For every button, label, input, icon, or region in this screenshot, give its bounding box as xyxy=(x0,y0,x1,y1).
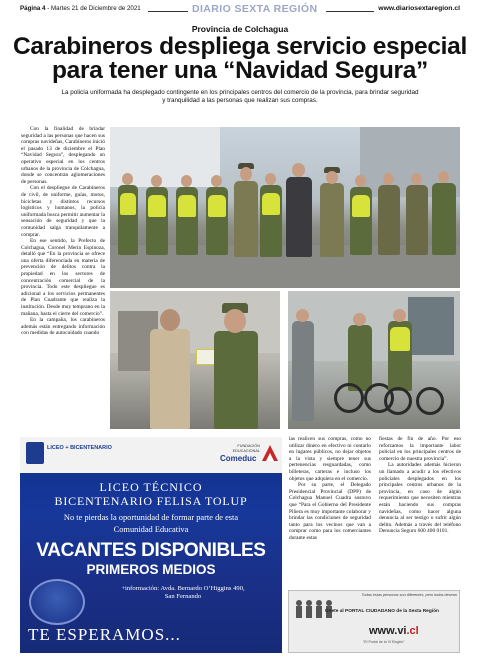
ad-vacancies: VACANTES DISPONIBLES xyxy=(36,540,266,561)
header-rule-left xyxy=(148,11,188,12)
page-header xyxy=(20,4,460,18)
paragraph: En la campaña, los carabineros además están entregando información con medidas de autocuidado cuando xyxy=(21,317,105,337)
man-in-coat xyxy=(150,329,190,429)
fundacion-label: FUNDACIÓN EDUCACIONAL xyxy=(232,444,260,453)
bystander xyxy=(292,321,314,421)
headline-line-2: para tener una “Navidad Segura” xyxy=(51,57,428,84)
safety-vest xyxy=(208,195,226,217)
officer-head xyxy=(355,175,366,187)
ad-grade: PRIMEROS MEDIOS xyxy=(86,562,216,577)
civilian-official xyxy=(286,177,312,257)
safety-vest xyxy=(120,193,136,215)
issue-date: Martes 21 de Diciembre de 2021 xyxy=(50,5,141,12)
man-head xyxy=(160,309,180,331)
portal-logo xyxy=(369,625,419,637)
ad-school-type: LICEO TÉCNICO xyxy=(99,480,203,494)
comeduc-logo-text: Comeduc xyxy=(220,454,257,463)
ad-community: Comunidad Educativa xyxy=(113,525,189,534)
page-info: Página 4 - Martes 21 de Diciembre de 2021 xyxy=(20,5,141,12)
bystander-head xyxy=(296,309,309,322)
headline xyxy=(10,35,470,83)
officer xyxy=(432,183,456,255)
article-column-1 xyxy=(21,126,105,337)
portal-banner[interactable] xyxy=(288,590,460,653)
portal-logo-suffix: .cl xyxy=(406,625,419,637)
officer-head xyxy=(151,175,162,187)
safety-vest xyxy=(262,193,280,215)
ad-address: +información: Avda. Bernardo O’Higgins 490, xyxy=(121,585,245,592)
page-number: Página 4 xyxy=(20,5,46,12)
brochure xyxy=(196,349,216,365)
ad-contact-info xyxy=(90,585,276,600)
officer-head xyxy=(326,171,338,184)
school-advertisement[interactable] xyxy=(20,437,282,653)
article-column-3 xyxy=(379,436,461,535)
shop-window xyxy=(408,297,454,355)
officer xyxy=(214,331,258,429)
ad-city: San Fernando xyxy=(164,592,202,600)
students-photo xyxy=(29,579,85,625)
newspaper-url[interactable]: www.diariosextaregion.cl xyxy=(378,5,460,12)
bicycle-wheel xyxy=(384,387,412,415)
ad-logo-bar xyxy=(20,437,282,473)
officer-head xyxy=(122,173,133,185)
officer-head xyxy=(240,167,252,181)
headline-line-1: Carabineros despliega servicio especial xyxy=(12,33,468,60)
brochure-photo xyxy=(110,291,280,429)
ad-closing: TE ESPERAMOS... xyxy=(28,625,181,644)
newspaper-brand: DIARIO SEXTA REGIÓN xyxy=(192,3,318,15)
comeduc-mark-icon xyxy=(262,443,278,461)
paragraph: fiestas de fin de año. Por eso reforzamos la importante labor policial en los principales centros de comercio de nuestra provincia”. xyxy=(379,436,461,462)
bike-officer-head xyxy=(353,313,366,326)
officer-head xyxy=(224,309,246,333)
paragraph: Con el despliegue de Carabineros de civil, de uniforme, guías, motos, bicicletas y distintos recursos logísticos y humanos, la policía uniformada busca permitir aumentar la sensación de seguridad y que la comunidad salga tranquilamente a comprar. xyxy=(21,185,105,238)
officer-head xyxy=(265,173,276,185)
officer xyxy=(320,183,344,257)
lede-line-2: y tranquilidad a las personas que realizan sus compras. xyxy=(162,97,318,105)
lede xyxy=(60,89,420,105)
officer xyxy=(234,181,258,257)
bike-officer xyxy=(348,325,372,391)
bicycle-patrol-photo xyxy=(288,291,460,429)
safety-vest xyxy=(148,195,166,217)
bike-officer-head xyxy=(393,309,406,322)
banner-tagline: Todas estas personas son diferentes, pero todas desean xyxy=(361,593,457,597)
portal-slogan: "El Portal de la VI Región" xyxy=(363,640,405,644)
officer-head xyxy=(383,173,394,185)
paragraph: La autoridades además hicieron un llamado a acudir a los efectivos policiales desplegados en los principales centros urbanos de la provincia, en caso de algún requerimiento que necesiten mientras están haciendo sus compras navideñas, como hacer alguna denuncia al ser testigo o sufrir algún delito. Además a través del teléfono Denuncia Seguro 600 400 0101. xyxy=(379,462,461,535)
paragraph: Con la finalidad de brindar seguridad a las personas que hacen sus compras navideñas, Carabineros inició el pasado 13 de diciembre el Plan “Navidad Segura”, desplegando un operativo especial en los centros urbanos de la provincia de Colchagua, donde se concentran aglomeraciones de personas. xyxy=(21,126,105,185)
officer-head xyxy=(181,175,192,187)
liceo-crest-icon xyxy=(26,442,44,464)
banner-cta: Únete al PORTAL CIUDADANO de la Sexta Región xyxy=(325,609,439,614)
article-column-2 xyxy=(289,436,371,542)
lede-line-1: La policía uniformada ha desplegado contingente en los principales centros del comercio de la provincia, para brindar seguridad xyxy=(61,89,419,96)
officer xyxy=(406,185,428,255)
safety-vest xyxy=(390,327,410,351)
officer-head xyxy=(438,171,449,183)
header-rule-right xyxy=(326,11,374,12)
section-label: Provincia de Colchagua xyxy=(191,24,289,34)
officer xyxy=(378,185,400,255)
paragraph: las realicen sus compras, como no utilizar dinero en efectivo ni contarlo en lugares públicos, no dejar objetos a la vista y siempre tener sus pertenencias resguardadas, como billeteras, carteras e incluso los objetos que adquiera en el comercio. xyxy=(289,436,371,482)
bicycle-wheel xyxy=(334,383,364,413)
officer-head xyxy=(211,175,222,187)
paragraph: Por su parte, el Delegado Presidencial Provincial (DPP) de Colchagua Manuel Cuadra sostuvo que “Para el Gobierno del Presidente Piñera es muy importante colaborar y brindar las condiciones de seguridad tanto para los vecinos que van a comprar como para los comerciantes durante estas xyxy=(289,482,371,541)
ad-school-name: BICENTENARIO FELISA TOLUP xyxy=(54,494,248,508)
portal-logo-main: www.vi xyxy=(369,625,407,637)
officer-head xyxy=(411,173,422,185)
group-photo xyxy=(110,127,460,288)
safety-vest xyxy=(352,195,370,217)
official-head xyxy=(292,163,305,177)
paragraph: En ese sentido, la Prefecto de Colchagua, Coronel Merin Espinoza, detalló que “En la provincia se ofrece una oferta diferenciada en materia de prevención de delitos contra la propiedad en los sectores de concentración comercial de la provincia. Todo este despliegue es adicional a los servicios permanentes de Plan Cuadrante que realiza la institución. Desde muy temprano en la mañana, hasta el cierre del comercio”. xyxy=(21,238,105,317)
liceo-logo-text: LICEO + BICENTENARIO xyxy=(47,445,112,451)
safety-vest xyxy=(178,195,196,217)
ad-invitation: No te pierdas la oportunidad de formar parte de esta xyxy=(63,513,239,522)
bicycle-wheel xyxy=(416,387,444,415)
